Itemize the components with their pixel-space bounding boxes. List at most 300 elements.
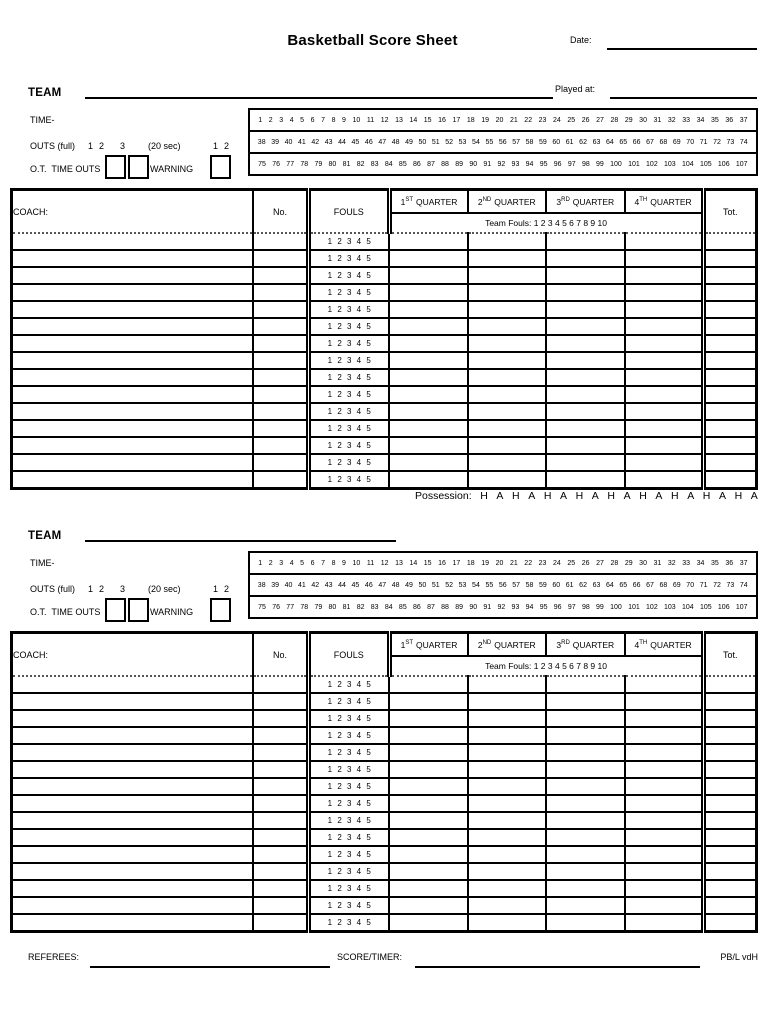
running-score-number[interactable]: 32 bbox=[667, 559, 676, 567]
possession-letter[interactable]: A bbox=[655, 490, 663, 502]
quarter-2-score-cell[interactable] bbox=[468, 301, 547, 318]
player-number-cell[interactable] bbox=[253, 335, 308, 352]
running-score-number[interactable]: 7 bbox=[321, 559, 325, 567]
player-name-cell[interactable] bbox=[12, 437, 254, 454]
quarter-2-score-cell[interactable] bbox=[468, 727, 547, 744]
quarter-4-score-cell[interactable] bbox=[625, 437, 704, 454]
player-name-cell[interactable] bbox=[12, 846, 254, 863]
running-score-number[interactable]: 99 bbox=[596, 160, 604, 168]
running-score-number[interactable]: 50 bbox=[418, 581, 427, 589]
running-score-number[interactable]: 104 bbox=[681, 603, 694, 611]
quarter-2-score-cell[interactable] bbox=[468, 267, 547, 284]
quarter-4-score-cell[interactable] bbox=[625, 778, 704, 795]
player-name-cell[interactable] bbox=[12, 778, 254, 795]
quarter-2-score-cell[interactable] bbox=[468, 710, 547, 727]
player-number-cell[interactable] bbox=[253, 420, 308, 437]
player-total-cell[interactable] bbox=[703, 352, 756, 369]
quarter-1-score-cell[interactable] bbox=[389, 369, 468, 386]
quarter-1-score-cell[interactable] bbox=[389, 710, 468, 727]
quarter-2-score-cell[interactable] bbox=[468, 318, 547, 335]
player-number-cell[interactable] bbox=[253, 846, 308, 863]
player-fouls-cell[interactable]: 1 2 3 4 5 bbox=[308, 829, 389, 846]
quarter-3-score-cell[interactable] bbox=[546, 846, 625, 863]
running-score-number[interactable]: 76 bbox=[272, 160, 281, 168]
player-number-cell[interactable] bbox=[253, 710, 308, 727]
referees-field[interactable] bbox=[90, 966, 330, 968]
running-score-number[interactable]: 82 bbox=[356, 603, 365, 611]
running-score-number[interactable]: 106 bbox=[717, 160, 730, 168]
player-name-cell[interactable] bbox=[12, 914, 254, 932]
running-score-number[interactable]: 104 bbox=[681, 160, 694, 168]
quarter-3-score-cell[interactable] bbox=[546, 437, 625, 454]
running-score-number[interactable]: 56 bbox=[498, 138, 507, 146]
running-score-number[interactable]: 42 bbox=[311, 138, 320, 146]
player-fouls-cell[interactable]: 1 2 3 4 5 bbox=[308, 880, 389, 897]
quarter-2-score-cell[interactable] bbox=[468, 403, 547, 420]
running-score-number[interactable]: 82 bbox=[356, 160, 365, 168]
quarter-3-score-cell[interactable] bbox=[546, 233, 625, 250]
running-score-number[interactable]: 41 bbox=[297, 138, 306, 146]
possession-letter[interactable]: A bbox=[750, 490, 758, 502]
quarter-1-score-cell[interactable] bbox=[389, 352, 468, 369]
running-score-number[interactable]: 105 bbox=[699, 603, 712, 611]
quarter-1-score-cell[interactable] bbox=[389, 778, 468, 795]
quarter-2-score-cell[interactable] bbox=[468, 676, 547, 693]
possession-letter[interactable]: H bbox=[480, 490, 488, 502]
running-score-number[interactable]: 16 bbox=[438, 116, 446, 124]
running-score-number[interactable]: 60 bbox=[552, 581, 561, 589]
running-score-number[interactable]: 72 bbox=[713, 138, 721, 146]
quarter-1-score-cell[interactable] bbox=[389, 727, 468, 744]
player-total-cell[interactable] bbox=[703, 693, 756, 710]
quarter-4-score-cell[interactable] bbox=[625, 914, 704, 932]
running-score-number[interactable]: 41 bbox=[297, 581, 306, 589]
running-score-number[interactable]: 102 bbox=[646, 603, 658, 611]
player-total-cell[interactable] bbox=[703, 284, 756, 301]
running-score-number[interactable]: 31 bbox=[653, 559, 662, 567]
running-score-number[interactable]: 64 bbox=[605, 581, 614, 589]
quarter-3-score-cell[interactable] bbox=[546, 471, 625, 489]
player-total-cell[interactable] bbox=[703, 863, 756, 880]
quarter-2-score-cell[interactable] bbox=[468, 778, 547, 795]
quarter-1-score-cell[interactable] bbox=[389, 233, 468, 250]
player-fouls-cell[interactable]: 1 2 3 4 5 bbox=[308, 403, 389, 420]
running-score-number[interactable]: 39 bbox=[271, 138, 279, 146]
running-score-number[interactable]: 34 bbox=[696, 116, 705, 124]
player-total-cell[interactable] bbox=[703, 301, 756, 318]
running-score-number[interactable]: 19 bbox=[481, 116, 490, 124]
quarter-2-score-cell[interactable] bbox=[468, 352, 547, 369]
player-total-cell[interactable] bbox=[703, 233, 756, 250]
running-score-number[interactable]: 35 bbox=[710, 116, 719, 124]
running-score-number[interactable]: 8 bbox=[331, 559, 336, 567]
quarter-2-score-cell[interactable] bbox=[468, 846, 547, 863]
running-score-number[interactable]: 85 bbox=[398, 603, 407, 611]
player-name-cell[interactable] bbox=[12, 693, 254, 710]
possession-letter[interactable]: A bbox=[560, 490, 568, 502]
running-score-number[interactable]: 58 bbox=[525, 138, 534, 146]
quarter-4-score-cell[interactable] bbox=[625, 318, 704, 335]
quarter-4-score-cell[interactable] bbox=[625, 403, 704, 420]
player-name-cell[interactable] bbox=[12, 471, 254, 489]
player-number-cell[interactable] bbox=[253, 403, 308, 420]
player-fouls-cell[interactable]: 1 2 3 4 5 bbox=[308, 897, 389, 914]
running-score-number[interactable]: 69 bbox=[672, 138, 681, 146]
player-fouls-cell[interactable]: 1 2 3 4 5 bbox=[308, 676, 389, 693]
quarter-3-score-cell[interactable] bbox=[546, 863, 625, 880]
quarter-4-score-cell[interactable] bbox=[625, 352, 704, 369]
running-score-number[interactable]: 28 bbox=[610, 116, 619, 124]
running-score-number[interactable]: 6 bbox=[310, 559, 315, 567]
running-score-number[interactable]: 61 bbox=[565, 138, 574, 146]
quarter-1-score-cell[interactable] bbox=[389, 795, 468, 812]
running-score-number[interactable]: 38 bbox=[257, 138, 266, 146]
running-score-number[interactable]: 47 bbox=[378, 581, 387, 589]
running-score-number[interactable]: 52 bbox=[445, 138, 454, 146]
quarter-3-score-cell[interactable] bbox=[546, 778, 625, 795]
running-score-number[interactable]: 26 bbox=[581, 559, 590, 567]
running-score-number[interactable]: 18 bbox=[466, 559, 475, 567]
player-name-cell[interactable] bbox=[12, 420, 254, 437]
running-score-number[interactable]: 107 bbox=[735, 160, 748, 168]
quarter-1-score-cell[interactable] bbox=[389, 812, 468, 829]
running-score-number[interactable]: 13 bbox=[395, 116, 403, 124]
player-number-cell[interactable] bbox=[253, 471, 308, 489]
running-score-number[interactable]: 95 bbox=[539, 603, 548, 611]
running-score-number[interactable]: 33 bbox=[682, 116, 691, 124]
quarter-2-score-cell[interactable] bbox=[468, 897, 547, 914]
quarter-1-score-cell[interactable] bbox=[389, 761, 468, 778]
running-score-number[interactable]: 93 bbox=[511, 160, 520, 168]
player-number-cell[interactable] bbox=[253, 369, 308, 386]
running-score-number[interactable]: 44 bbox=[338, 138, 346, 146]
running-score-number[interactable]: 73 bbox=[726, 581, 735, 589]
quarter-3-score-cell[interactable] bbox=[546, 676, 625, 693]
running-score-number[interactable]: 45 bbox=[351, 581, 360, 589]
player-name-cell[interactable] bbox=[12, 369, 254, 386]
running-score-number[interactable]: 40 bbox=[284, 581, 293, 589]
quarter-2-score-cell[interactable] bbox=[468, 914, 547, 932]
player-number-cell[interactable] bbox=[253, 454, 308, 471]
running-score-number[interactable]: 17 bbox=[452, 559, 461, 567]
player-number-cell[interactable] bbox=[253, 880, 308, 897]
running-score-number[interactable]: 23 bbox=[538, 116, 547, 124]
player-total-cell[interactable] bbox=[703, 795, 756, 812]
running-score-number[interactable]: 62 bbox=[579, 138, 587, 146]
possession-letter[interactable]: H bbox=[671, 490, 679, 502]
running-score-number[interactable]: 94 bbox=[525, 160, 534, 168]
quarter-4-score-cell[interactable] bbox=[625, 233, 704, 250]
running-score-number[interactable]: 10 bbox=[352, 116, 361, 124]
possession-letter[interactable]: A bbox=[528, 490, 536, 502]
running-score-number[interactable]: 27 bbox=[596, 559, 604, 567]
running-score-number[interactable]: 66 bbox=[632, 581, 641, 589]
running-score-number[interactable]: 66 bbox=[632, 138, 641, 146]
quarter-1-score-cell[interactable] bbox=[389, 880, 468, 897]
running-score-number[interactable]: 70 bbox=[686, 581, 695, 589]
quarter-2-score-cell[interactable] bbox=[468, 437, 547, 454]
running-score-number[interactable]: 84 bbox=[384, 160, 393, 168]
player-total-cell[interactable] bbox=[703, 744, 756, 761]
player-fouls-cell[interactable]: 1 2 3 4 5 bbox=[308, 284, 389, 301]
player-name-cell[interactable] bbox=[12, 761, 254, 778]
running-score-number[interactable]: 96 bbox=[553, 603, 562, 611]
player-total-cell[interactable] bbox=[703, 812, 756, 829]
running-score-number[interactable]: 93 bbox=[511, 603, 520, 611]
player-fouls-cell[interactable]: 1 2 3 4 5 bbox=[308, 761, 389, 778]
running-score-number[interactable]: 79 bbox=[314, 603, 323, 611]
running-score-number[interactable]: 40 bbox=[284, 138, 293, 146]
quarter-4-score-cell[interactable] bbox=[625, 693, 704, 710]
player-total-cell[interactable] bbox=[703, 335, 756, 352]
running-score-number[interactable]: 54 bbox=[472, 581, 480, 589]
running-score-number[interactable]: 37 bbox=[739, 116, 748, 124]
player-total-cell[interactable] bbox=[703, 897, 756, 914]
quarter-4-score-cell[interactable] bbox=[625, 812, 704, 829]
running-score-number[interactable]: 1 bbox=[258, 559, 263, 567]
quarter-1-score-cell[interactable] bbox=[389, 318, 468, 335]
quarter-1-score-cell[interactable] bbox=[389, 863, 468, 880]
player-number-cell[interactable] bbox=[253, 727, 308, 744]
quarter-1-score-cell[interactable] bbox=[389, 693, 468, 710]
running-score-number[interactable]: 8 bbox=[331, 116, 336, 124]
running-score-number[interactable]: 11 bbox=[366, 559, 375, 567]
running-score-number[interactable]: 90 bbox=[469, 603, 478, 611]
score-timer-field[interactable] bbox=[415, 966, 700, 968]
player-fouls-cell[interactable]: 1 2 3 4 5 bbox=[308, 352, 389, 369]
running-score-number[interactable]: 84 bbox=[384, 603, 393, 611]
quarter-3-score-cell[interactable] bbox=[546, 914, 625, 932]
running-score-number[interactable]: 67 bbox=[646, 138, 654, 146]
quarter-3-score-cell[interactable] bbox=[546, 386, 625, 403]
possession-letter[interactable]: H bbox=[607, 490, 615, 502]
running-score-number[interactable]: 68 bbox=[659, 138, 668, 146]
player-total-cell[interactable] bbox=[703, 727, 756, 744]
player-total-cell[interactable] bbox=[703, 386, 756, 403]
quarter-3-score-cell[interactable] bbox=[546, 761, 625, 778]
player-name-cell[interactable] bbox=[12, 710, 254, 727]
player-number-cell[interactable] bbox=[253, 744, 308, 761]
running-score-number[interactable]: 86 bbox=[413, 160, 421, 168]
running-score-number[interactable]: 31 bbox=[653, 116, 662, 124]
running-score-number[interactable]: 21 bbox=[509, 116, 518, 124]
running-score-number[interactable]: 49 bbox=[405, 581, 413, 589]
running-score-number[interactable]: 87 bbox=[427, 603, 435, 611]
running-score-number[interactable]: 78 bbox=[300, 603, 309, 611]
running-score-number[interactable]: 70 bbox=[686, 138, 695, 146]
player-total-cell[interactable] bbox=[703, 471, 756, 489]
running-score-number[interactable]: 72 bbox=[713, 581, 721, 589]
running-score-number[interactable]: 57 bbox=[512, 581, 521, 589]
running-score-number[interactable]: 51 bbox=[431, 581, 440, 589]
player-total-cell[interactable] bbox=[703, 880, 756, 897]
running-score-number[interactable]: 46 bbox=[364, 138, 373, 146]
running-score-number[interactable]: 101 bbox=[628, 160, 640, 168]
running-score-number[interactable]: 91 bbox=[483, 603, 492, 611]
quarter-4-score-cell[interactable] bbox=[625, 846, 704, 863]
running-score-number[interactable]: 67 bbox=[646, 581, 654, 589]
player-name-cell[interactable] bbox=[12, 233, 254, 250]
quarter-3-score-cell[interactable] bbox=[546, 897, 625, 914]
quarter-2-score-cell[interactable] bbox=[468, 233, 547, 250]
player-name-cell[interactable] bbox=[12, 284, 254, 301]
possession-letter[interactable]: A bbox=[591, 490, 599, 502]
running-score-number[interactable]: 36 bbox=[725, 559, 734, 567]
quarter-4-score-cell[interactable] bbox=[625, 471, 704, 489]
running-score-number[interactable]: 100 bbox=[610, 160, 622, 168]
possession-letter[interactable]: H bbox=[575, 490, 584, 502]
running-score-number[interactable]: 48 bbox=[391, 138, 400, 146]
running-score-number[interactable]: 62 bbox=[579, 581, 587, 589]
quarter-2-score-cell[interactable] bbox=[468, 386, 547, 403]
quarter-4-score-cell[interactable] bbox=[625, 863, 704, 880]
quarter-1-score-cell[interactable] bbox=[389, 284, 468, 301]
player-number-cell[interactable] bbox=[253, 676, 308, 693]
warning-box[interactable] bbox=[210, 155, 231, 179]
running-score-number[interactable]: 39 bbox=[271, 581, 279, 589]
quarter-4-score-cell[interactable] bbox=[625, 676, 704, 693]
quarter-1-score-cell[interactable] bbox=[389, 437, 468, 454]
quarter-1-score-cell[interactable] bbox=[389, 846, 468, 863]
player-fouls-cell[interactable]: 1 2 3 4 5 bbox=[308, 727, 389, 744]
running-score-number[interactable]: 10 bbox=[352, 559, 361, 567]
running-score-number[interactable]: 30 bbox=[639, 559, 647, 567]
quarter-4-score-cell[interactable] bbox=[625, 761, 704, 778]
player-fouls-cell[interactable]: 1 2 3 4 5 bbox=[308, 454, 389, 471]
running-score-number[interactable]: 96 bbox=[553, 160, 562, 168]
ot-timeout-box-1[interactable] bbox=[105, 598, 126, 622]
possession-letter[interactable]: A bbox=[496, 490, 504, 502]
running-score-number[interactable]: 27 bbox=[596, 116, 604, 124]
player-fouls-cell[interactable]: 1 2 3 4 5 bbox=[308, 369, 389, 386]
running-score-number[interactable]: 101 bbox=[628, 603, 640, 611]
running-score-number[interactable]: 16 bbox=[438, 559, 446, 567]
player-total-cell[interactable] bbox=[703, 676, 756, 693]
running-score-number[interactable]: 56 bbox=[498, 581, 507, 589]
running-score-number[interactable]: 12 bbox=[380, 559, 389, 567]
possession-letter[interactable]: H bbox=[639, 490, 647, 502]
quarter-4-score-cell[interactable] bbox=[625, 727, 704, 744]
running-score-number[interactable]: 12 bbox=[380, 116, 389, 124]
team-name-field[interactable] bbox=[85, 540, 396, 542]
quarter-2-score-cell[interactable] bbox=[468, 829, 547, 846]
ot-timeout-box-2[interactable] bbox=[128, 598, 149, 622]
running-score-number[interactable]: 65 bbox=[619, 581, 628, 589]
running-score-number[interactable]: 29 bbox=[624, 559, 633, 567]
player-name-cell[interactable] bbox=[12, 403, 254, 420]
possession-letter[interactable]: H bbox=[512, 490, 520, 502]
player-fouls-cell[interactable]: 1 2 3 4 5 bbox=[308, 301, 389, 318]
quarter-3-score-cell[interactable] bbox=[546, 693, 625, 710]
quarter-1-score-cell[interactable] bbox=[389, 914, 468, 932]
running-score-number[interactable]: 102 bbox=[646, 160, 658, 168]
quarter-4-score-cell[interactable] bbox=[625, 795, 704, 812]
running-score-number[interactable]: 24 bbox=[553, 116, 561, 124]
running-score-number[interactable]: 89 bbox=[455, 603, 464, 611]
quarter-4-score-cell[interactable] bbox=[625, 267, 704, 284]
quarter-4-score-cell[interactable] bbox=[625, 454, 704, 471]
running-score-number[interactable]: 25 bbox=[567, 116, 576, 124]
quarter-1-score-cell[interactable] bbox=[389, 420, 468, 437]
running-score-number[interactable]: 83 bbox=[370, 160, 379, 168]
player-name-cell[interactable] bbox=[12, 386, 254, 403]
running-score-number[interactable]: 32 bbox=[667, 116, 676, 124]
player-number-cell[interactable] bbox=[253, 897, 308, 914]
player-fouls-cell[interactable]: 1 2 3 4 5 bbox=[308, 795, 389, 812]
running-score-number[interactable]: 28 bbox=[610, 559, 619, 567]
quarter-2-score-cell[interactable] bbox=[468, 420, 547, 437]
quarter-4-score-cell[interactable] bbox=[625, 250, 704, 267]
player-fouls-cell[interactable]: 1 2 3 4 5 bbox=[308, 693, 389, 710]
player-fouls-cell[interactable]: 1 2 3 4 5 bbox=[308, 335, 389, 352]
player-total-cell[interactable] bbox=[703, 403, 756, 420]
player-name-cell[interactable] bbox=[12, 676, 254, 693]
quarter-3-score-cell[interactable] bbox=[546, 352, 625, 369]
player-name-cell[interactable] bbox=[12, 267, 254, 284]
quarter-4-score-cell[interactable] bbox=[625, 744, 704, 761]
quarter-1-score-cell[interactable] bbox=[389, 676, 468, 693]
running-score-number[interactable]: 20 bbox=[495, 559, 504, 567]
running-score-number[interactable]: 81 bbox=[342, 603, 351, 611]
quarter-1-score-cell[interactable] bbox=[389, 897, 468, 914]
running-score-number[interactable]: 106 bbox=[717, 603, 730, 611]
running-score-number[interactable]: 75 bbox=[258, 160, 266, 168]
running-score-number[interactable]: 90 bbox=[469, 160, 478, 168]
running-score-number[interactable]: 5 bbox=[300, 116, 305, 124]
player-number-cell[interactable] bbox=[253, 795, 308, 812]
warning-box[interactable] bbox=[210, 598, 231, 622]
quarter-4-score-cell[interactable] bbox=[625, 369, 704, 386]
running-score-number[interactable]: 87 bbox=[427, 160, 435, 168]
player-total-cell[interactable] bbox=[703, 710, 756, 727]
player-total-cell[interactable] bbox=[703, 778, 756, 795]
running-score-number[interactable]: 61 bbox=[565, 581, 574, 589]
quarter-2-score-cell[interactable] bbox=[468, 454, 547, 471]
running-score-number[interactable]: 52 bbox=[445, 581, 454, 589]
running-score-number[interactable]: 55 bbox=[485, 581, 494, 589]
player-name-cell[interactable] bbox=[12, 301, 254, 318]
quarter-1-score-cell[interactable] bbox=[389, 386, 468, 403]
running-score-number[interactable]: 86 bbox=[413, 603, 421, 611]
quarter-4-score-cell[interactable] bbox=[625, 420, 704, 437]
player-number-cell[interactable] bbox=[253, 233, 308, 250]
player-number-cell[interactable] bbox=[253, 761, 308, 778]
player-fouls-cell[interactable]: 1 2 3 4 5 bbox=[308, 318, 389, 335]
running-score-number[interactable]: 63 bbox=[592, 581, 601, 589]
player-total-cell[interactable] bbox=[703, 250, 756, 267]
player-name-cell[interactable] bbox=[12, 454, 254, 471]
player-name-cell[interactable] bbox=[12, 318, 254, 335]
running-score-number[interactable]: 59 bbox=[539, 138, 547, 146]
running-score-number[interactable]: 15 bbox=[423, 116, 432, 124]
running-score-number[interactable]: 92 bbox=[497, 160, 506, 168]
running-score-number[interactable]: 81 bbox=[342, 160, 351, 168]
running-score-number[interactable]: 97 bbox=[567, 160, 576, 168]
running-score-number[interactable]: 29 bbox=[624, 116, 633, 124]
player-fouls-cell[interactable]: 1 2 3 4 5 bbox=[308, 471, 389, 489]
player-name-cell[interactable] bbox=[12, 352, 254, 369]
running-score-number[interactable]: 88 bbox=[441, 160, 449, 168]
ot-timeout-box-2[interactable] bbox=[128, 155, 149, 179]
running-score-number[interactable]: 55 bbox=[485, 138, 494, 146]
running-score-number[interactable]: 36 bbox=[725, 116, 734, 124]
quarter-1-score-cell[interactable] bbox=[389, 403, 468, 420]
player-number-cell[interactable] bbox=[253, 778, 308, 795]
running-score-number[interactable]: 49 bbox=[405, 138, 413, 146]
running-score-number[interactable]: 48 bbox=[391, 581, 400, 589]
running-score-number[interactable]: 53 bbox=[458, 138, 467, 146]
running-score-number[interactable]: 37 bbox=[739, 559, 748, 567]
